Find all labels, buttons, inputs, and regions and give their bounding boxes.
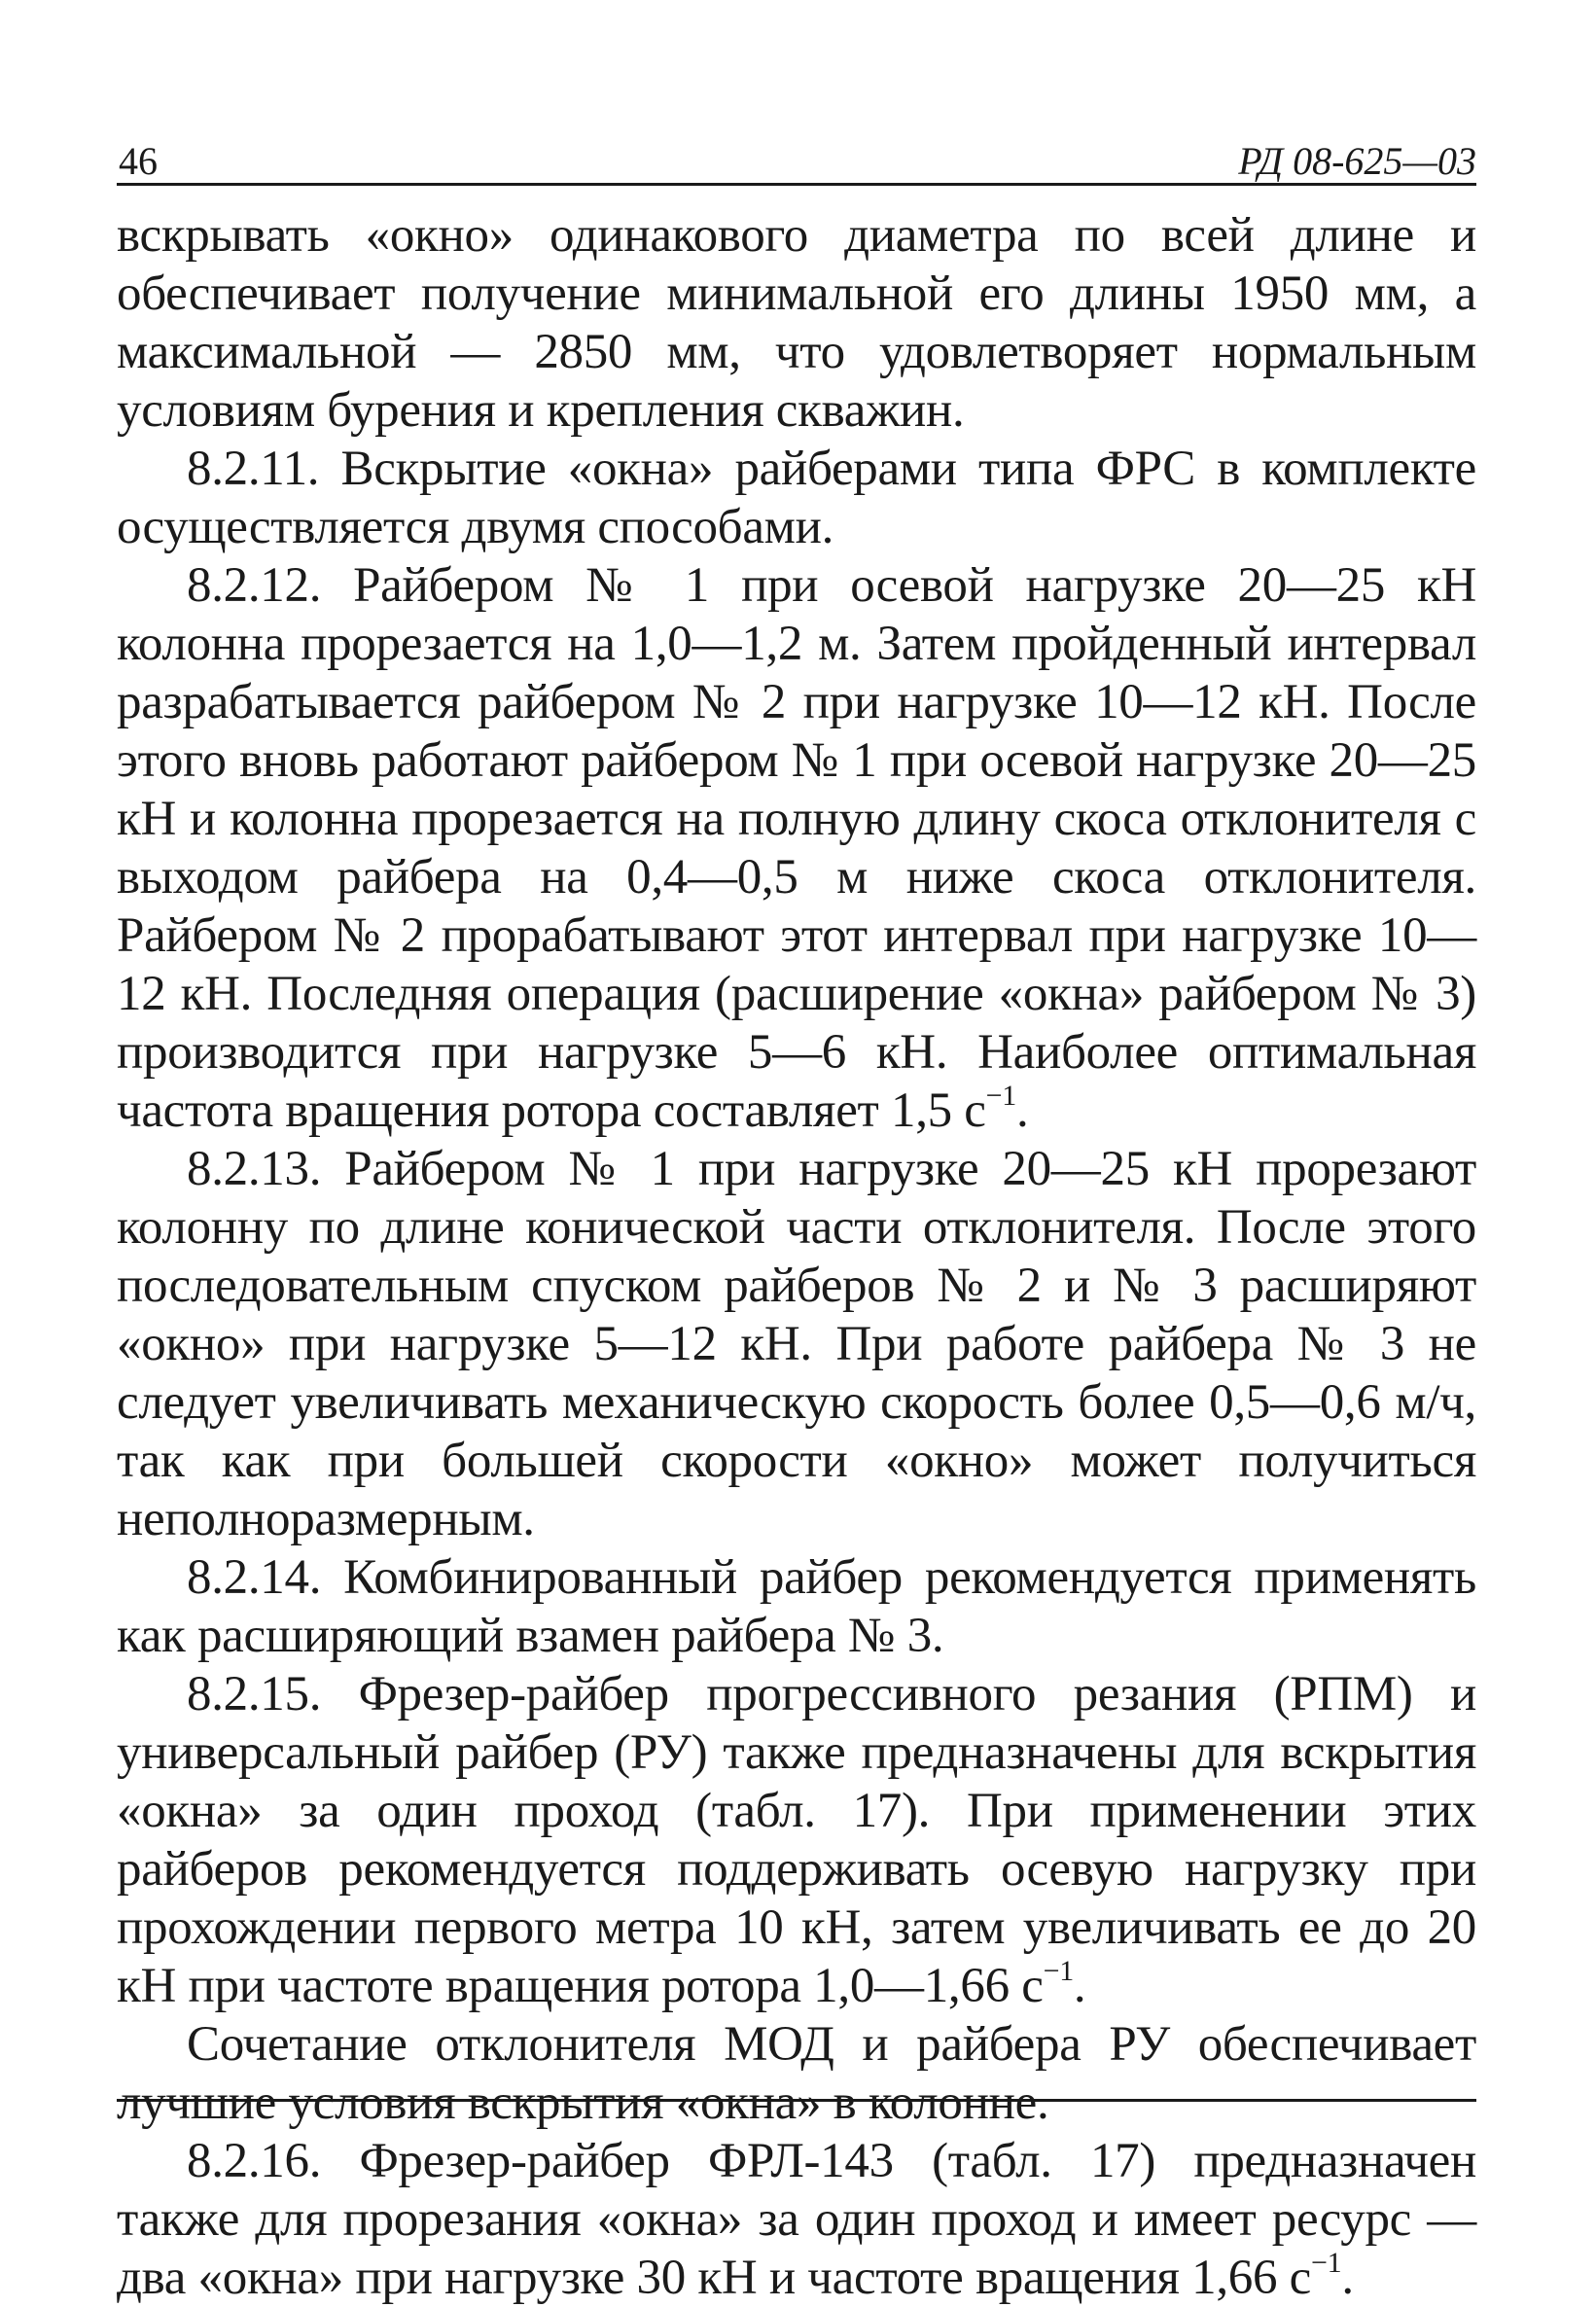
paragraph-tail: . <box>1015 1083 1029 1138</box>
paragraph-text: 8.2.11. Вскрытие «окна» райберами типа ФРС в комплекте осуществляется двумя способами. <box>117 442 1476 554</box>
paragraph <box>117 440 1476 556</box>
paragraph-tail: . <box>1341 2251 1354 2305</box>
paragraph-text: вскрывать «окно» одинакового диаметра по всей длине и обеспечивает получение минимальной его длины 1950 мм, а максимальной — 2850 мм, что удовлетворяет нормальным условиям бурения и крепления скважин. <box>117 208 1476 438</box>
paragraph-text: 8.2.16. Фрезер-райбер ФРЛ-143 (табл. 17) предназначен также для прорезания «окна» за один проход и имеет ресурс — два «окна» при нагрузке 30 кН и частоте вращения 1,66 с <box>117 2134 1476 2305</box>
page-header <box>117 136 1476 187</box>
footer-rule <box>117 2099 1476 2102</box>
paragraph <box>117 2015 1476 2132</box>
paragraph <box>117 206 1476 440</box>
paragraph-text: 8.2.13. Райбером № 1 при нагрузке 20—25 кН прорезают колонну по длине конической части отклонителя. После этого последовательным спуском райберов № 2 и № 3 расширяют «окно» при нагрузке 5—12 кН. При работе райбера № 3 не следует увеличивать механическую скорость более 0,5—0,6 м/ч, так как при большей скорости «окно» может получиться неполноразмерным. <box>117 1142 1476 1546</box>
superscript: −1 <box>1043 1955 1074 1987</box>
paragraph <box>117 556 1476 1140</box>
paragraph <box>117 1140 1476 1548</box>
paragraph-text: 8.2.14. Комбинированный райбер рекомендуется применять как расширяющий взамен райбера № 3. <box>117 1550 1476 1663</box>
paragraph-text: Сочетание отклонителя МОД и райбера РУ обеспечивает лучшие условия вскрытия «окна» в колонне. <box>117 2017 1476 2130</box>
body-text <box>117 206 1476 2307</box>
superscript: −1 <box>985 1080 1016 1112</box>
paragraph <box>117 2132 1476 2307</box>
superscript: −1 <box>1311 2247 1342 2279</box>
document-code: РД 08-625—03 <box>1238 139 1476 183</box>
document-page <box>117 136 1476 2305</box>
paragraph-text: 8.2.12. Райбером № 1 при осевой нагрузке 20—25 кН колонна прорезается на 1,0—1,2 м. Затем пройденный интервал разрабатывается райбером № 2 при нагрузке 10—12 кН. После этого вновь работают райбером № 1 при осевой нагрузке 20—25 кН и колонна прорезается на полную длину скоса отклонителя с выходом райбера на 0,4—0,5 м ниже скоса отклонителя. Райбером № 2 прорабатывают этот интервал при нагрузке 10—12 кН. Последняя операция (расширение «окна» райбером № 3) производится при нагрузке 5—6 кН. Наиболее оптимальная частота вращения ротора составляет 1,5 с <box>117 558 1476 1138</box>
paragraph-tail: . <box>1073 1959 1086 2013</box>
paragraph <box>117 1548 1476 1665</box>
page-number: 46 <box>119 139 158 183</box>
header-rule <box>117 183 1476 186</box>
paragraph-text: 8.2.15. Фрезер-райбер прогрессивного резания (РПМ) и универсальный райбер (РУ) также предназначены для вскрытия «окна» за один проход (табл. 17). При применении этих райберов рекомендуется поддерживать осевую нагрузку при прохождении первого метра 10 кН, затем увеличивать ее до 20 кН при частоте вращения ротора 1,0—1,66 с <box>117 1667 1476 2013</box>
paragraph <box>117 1665 1476 2015</box>
